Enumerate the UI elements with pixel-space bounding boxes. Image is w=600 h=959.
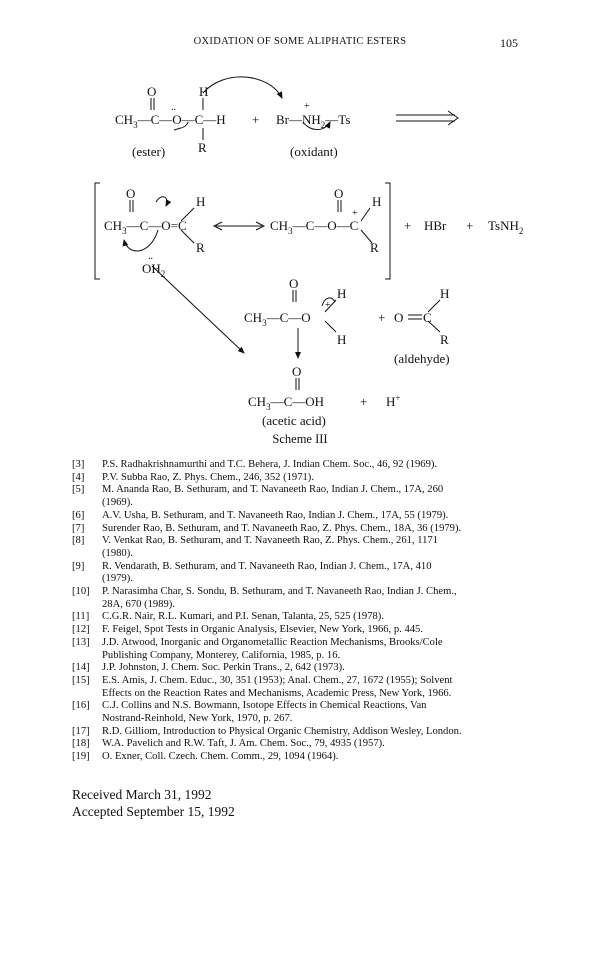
oxidant-label: (oxidant) <box>290 144 338 159</box>
lone-pair-dots: .. <box>171 102 176 113</box>
reference-item <box>72 624 534 637</box>
reference-item <box>72 484 534 509</box>
reference-number: [4] <box>72 471 85 483</box>
ester-ch3: $CH_3—C—O—C—H$ <box>115 112 226 130</box>
int-formula: $CH_3—C—O$ <box>244 310 311 328</box>
aldehyde-h-atom: H <box>440 286 450 301</box>
reference-text: R. Vendarath, B. Sethuram, and T. Navaneeth Rao, Indian J. Chem., 17A, 410 <box>102 560 432 572</box>
int-o-atom: O <box>289 276 299 291</box>
hbr-product: HBr <box>424 218 447 233</box>
reference-item <box>72 535 534 560</box>
reference-item <box>72 738 534 751</box>
reference-item <box>72 459 534 472</box>
page-number: 105 <box>500 36 518 50</box>
reference-number: [7] <box>72 522 85 534</box>
water-molecule: .. $OH_2$ <box>142 251 166 279</box>
ts2-r-group: R <box>370 240 379 255</box>
reference-number: [9] <box>72 560 85 572</box>
reference-text-continued: (1969). <box>102 497 133 509</box>
reference-text: C.J. Collins and N.S. Bowmann, Isotope Effects in Chemical Reactions, Van <box>102 700 427 712</box>
ts2-h-atom: H <box>372 194 382 209</box>
ester-o-atom: O <box>147 84 157 99</box>
reference-number: [18] <box>72 738 90 750</box>
reference-number: [10] <box>72 586 90 598</box>
aldehyde-label: (aldehyde) <box>394 351 450 366</box>
ts2-o-atom: O <box>334 186 344 201</box>
n-charge: + <box>304 101 310 112</box>
equilibrium-head <box>448 111 458 125</box>
plus-sign-5: + <box>360 394 368 409</box>
reference-number: [12] <box>72 624 90 636</box>
running-title: OXIDATION OF SOME ALIPHATIC ESTERS <box>193 36 407 47</box>
reference-text: C.G.R. Nair, R.L. Kumari, and P.I. Senan, Talanta, 25, 525 (1978). <box>102 611 384 623</box>
reference-text: O. Exner, Coll. Czech. Chem. Comm., 29, 1094 (1964). <box>102 751 339 763</box>
reference-text: A.V. Usha, B. Sethuram, and T. Navaneeth Rao, Indian J. Chem., 17A, 55 (1979). <box>102 509 449 521</box>
ts2-formula: $CH_3—C—O—C$ <box>270 218 359 236</box>
reference-text: R.D. Gilliom, Introduction to Physical Organic Chemistry, Addison Wesley, London. <box>102 725 462 737</box>
reference-item <box>72 510 534 523</box>
int-h-atom-1: H <box>337 286 347 301</box>
reference-number: [6] <box>72 509 85 521</box>
ts1-o-atom: O <box>126 186 136 201</box>
reference-text-continued: Nostrand-Reinhold, New York, 1970, p. 267. <box>102 713 293 725</box>
electron-arrow-1 <box>203 77 282 98</box>
reference-number: [14] <box>72 662 90 674</box>
reference-text: W.A. Pavelich and R.W. Taft, J. Am. Chem. Soc., 79, 4935 (1957). <box>102 738 385 750</box>
reference-text-continued: (1980). <box>102 547 133 559</box>
reference-text-continued: (1979). <box>102 573 133 585</box>
reference-item <box>72 611 534 624</box>
aldehyde-o-atom: O <box>394 310 404 325</box>
tsnh2-product: TsNH$_2$ <box>488 218 524 236</box>
plus-sign-1: + <box>252 112 260 127</box>
reference-text: M. Ananda Rao, B. Sethuram, and T. Navaneeth Rao, Indian J. Chem., 17A, 260 <box>102 484 444 496</box>
ts2-charge: + <box>352 208 358 219</box>
reference-text: Surender Rao, B. Sethuram, and T. Navaneeth Rao, Z. Phys. Chem., 18A, 36 (1979). <box>102 522 462 534</box>
reference-item <box>72 586 534 611</box>
ester-label: (ester) <box>132 144 166 159</box>
reference-item <box>72 751 534 764</box>
left-bracket <box>95 183 100 279</box>
reference-number: [8] <box>72 535 85 547</box>
oxidant-formula: $Br—NH_2—Ts$ <box>276 112 351 130</box>
received-date: Received March 31, 1992 <box>72 787 212 802</box>
plus-sign-4: + <box>378 310 386 325</box>
reference-item <box>72 523 534 536</box>
reference-number: [17] <box>72 725 90 737</box>
reference-number: [15] <box>72 674 90 686</box>
reference-text: P.V. Subba Rao, Z. Phys. Chem., 246, 352 (1971). <box>102 471 314 483</box>
reference-number: [11] <box>72 611 90 623</box>
proton: H+ <box>386 393 401 409</box>
reference-item <box>72 726 534 739</box>
manuscript-dates <box>72 786 235 820</box>
int-charge: + <box>325 300 331 311</box>
reference-item <box>72 675 534 700</box>
reference-text-continued: Publishing Company, Monterey, California, 1985, p. 16. <box>102 649 341 661</box>
reference-text: V. Venkat Rao, B. Sethuram, and T. Navaneeth Rao, Z. Phys. Chem., 261, 1171 <box>102 535 439 547</box>
reference-number: [19] <box>72 751 90 763</box>
reference-item <box>72 561 534 586</box>
reference-text-continued: Effects on the Reaction Rates and Mechanisms, Academic Press, New York, 1966. <box>102 687 452 699</box>
ester-r-group: R <box>198 140 207 155</box>
reference-text: J.D. Atwood, Inorganic and Organometallic Reaction Mechanisms, Brooks/Cole <box>102 636 443 648</box>
reference-item <box>72 662 534 675</box>
ts1-r-group: R <box>196 240 205 255</box>
reference-text: P.S. Radhakrishnamurthi and T.C. Behera, J. Indian Chem. Soc., 46, 92 (1969). <box>102 459 438 470</box>
acid-formula: $CH_3—C—OH$ <box>248 394 325 412</box>
reaction-scheme <box>0 60 600 430</box>
aldehyde-r-group: R <box>440 332 449 347</box>
reference-text: J.P. Johnston, J. Chem. Soc. Perkin Trans., 2, 642 (1973). <box>102 662 345 674</box>
ts1-formula: $CH_3—C—O=C$ <box>104 218 187 236</box>
ester-h-atom: H <box>199 84 209 99</box>
reference-text-continued: 28A, 670 (1989). <box>102 598 175 610</box>
reference-text: E.S. Amis, J. Chem. Educ., 30, 351 (1953); Anal. Chem., 27, 1672 (1955); Solvent <box>102 674 453 686</box>
reference-item <box>72 637 534 662</box>
reference-number: [16] <box>72 700 90 712</box>
attack-arrow <box>152 266 244 353</box>
reference-number: [5] <box>72 484 85 496</box>
accepted-date: Accepted September 15, 1992 <box>72 804 235 819</box>
plus-sign-3: + <box>466 218 474 233</box>
reference-text: F. Feigel, Spot Tests in Organic Analysis, Elsevier, New York, 1966, p. 445. <box>102 624 423 636</box>
reference-number: [13] <box>72 636 90 648</box>
reference-text: P. Narasimha Char, S. Sondu, B. Sethuram, and T. Navaneeth Rao, Indian J. Chem., <box>102 586 457 598</box>
page-header <box>0 36 600 52</box>
reference-number: [3] <box>72 459 85 470</box>
right-bracket <box>385 183 390 279</box>
reference-item <box>72 700 534 725</box>
reference-list <box>72 459 534 764</box>
reference-item <box>72 472 534 485</box>
scheme-caption: Scheme III <box>272 432 328 446</box>
int-h-atom-2: H <box>337 332 347 347</box>
acetic-acid-label: (acetic acid) <box>262 413 326 428</box>
acid-o-atom: O <box>292 364 302 379</box>
ts1-h-atom: H <box>196 194 206 209</box>
aldehyde-c-atom: C <box>423 310 432 325</box>
plus-sign-2: + <box>404 218 412 233</box>
